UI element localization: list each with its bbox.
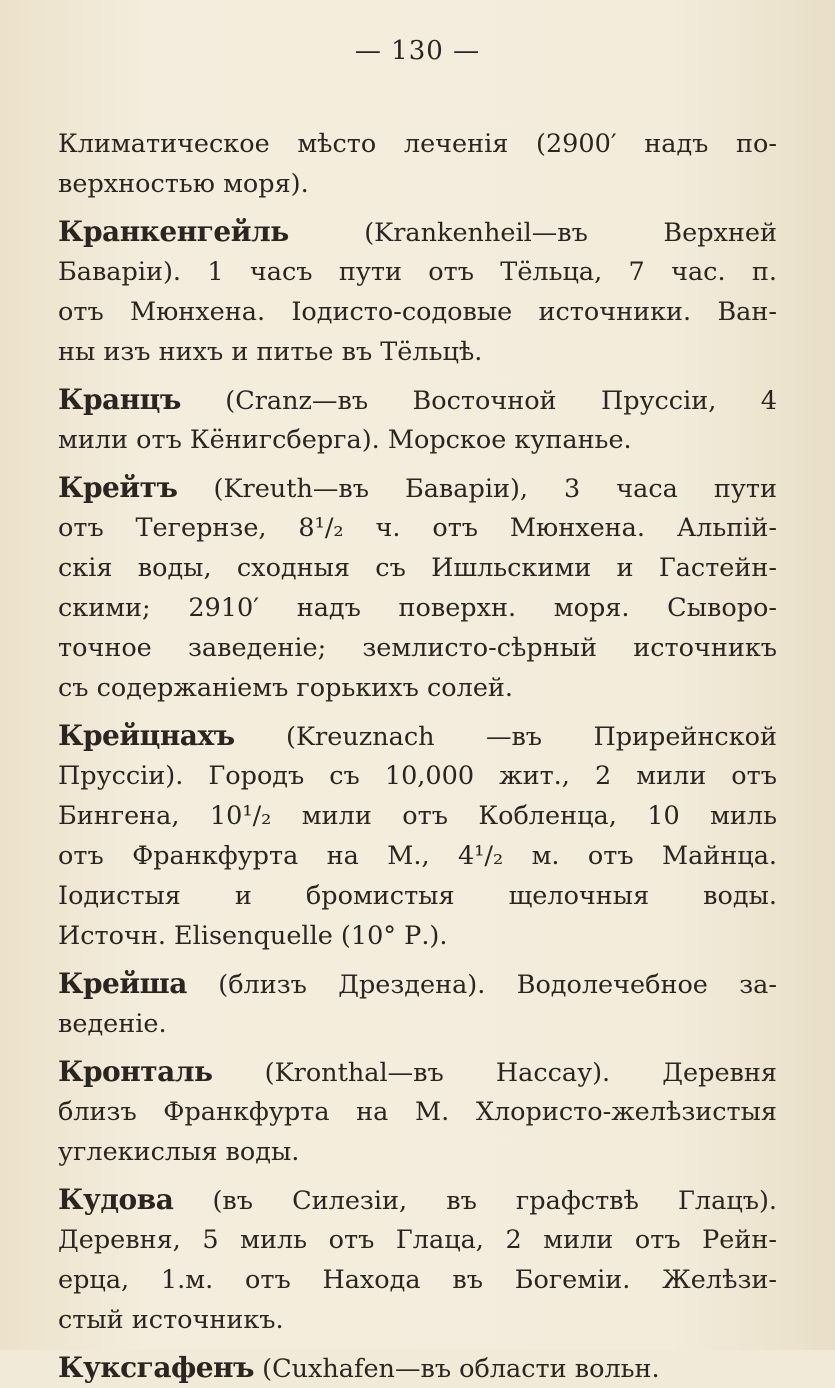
entry	[58, 964, 777, 1044]
line-text: Деревня, 5 миль отъ Глаца, 2 мили отъ Рейн-	[58, 1225, 777, 1255]
text-body	[58, 124, 777, 1388]
line-text: отъ Тегернзе, 8¹/₂ ч. отъ Мюнхена. Альпій-	[58, 513, 777, 543]
line-text: (Krankenheil—въ Верхней	[288, 218, 777, 248]
text-line	[58, 1004, 777, 1044]
entry-heading: Кудова	[58, 1183, 174, 1216]
page-number: — 130 —	[354, 36, 481, 66]
text-line	[58, 508, 777, 548]
text-line	[58, 420, 777, 460]
line-text: Климатическое мѣсто леченія (2900′ надъ по-	[58, 129, 777, 159]
line-text: (Cuxhafen—въ области вольн.	[254, 1354, 660, 1384]
line-text: ны изъ нихъ и питье въ Тёльцѣ.	[58, 337, 483, 367]
line-text: скими; 2910′ надъ поверхн. моря. Сыворо-	[58, 593, 777, 623]
line-text: близъ Франкфурта на М. Хлористо-желѣзистыя	[58, 1097, 777, 1127]
text-line	[58, 1300, 777, 1340]
line-text: (близъ Дрездена). Водолечебное за-	[186, 970, 777, 1000]
line-text: мили отъ Кёнигсберга). Морское купанье.	[58, 425, 632, 455]
text-line	[58, 796, 777, 836]
line-text: веденіе.	[58, 1009, 167, 1039]
text-line	[58, 964, 777, 1004]
entry	[58, 1348, 777, 1388]
entry-heading: Кранцъ	[58, 383, 181, 416]
line-text: (Kreuth—въ Баваріи), 3 часа пути	[177, 474, 777, 504]
text-line	[58, 292, 777, 332]
line-text: съ содержаніемъ горькихъ солей.	[58, 673, 514, 703]
text-line	[58, 380, 777, 420]
line-text: Баваріи). 1 часъ пути отъ Тёльца, 7 час. п.	[58, 257, 777, 287]
text-line	[58, 124, 777, 164]
line-text: Пруссіи). Городъ съ 10,000 жит., 2 мили отъ	[58, 761, 777, 791]
line-text: отъ Франкфурта на М., 4¹/₂ м. отъ Майнца.	[58, 841, 777, 871]
text-line	[58, 1220, 777, 1260]
line-text: углекислыя воды.	[58, 1137, 300, 1167]
line-text: Бингена, 10¹/₂ мили отъ Кобленца, 10 миль	[58, 801, 777, 831]
text-line	[58, 916, 777, 956]
entry-heading: Крейша	[58, 967, 187, 1000]
line-text: Іодистыя и бромистыя щелочныя воды.	[58, 881, 777, 911]
text-line	[58, 252, 777, 292]
line-text: скія воды, сходныя съ Ишльскими и Гастейн-	[58, 553, 777, 583]
line-text: стый источникъ.	[58, 1305, 284, 1335]
text-line	[58, 668, 777, 708]
entry	[58, 1052, 777, 1172]
entry-heading: Крейцнахъ	[58, 719, 235, 752]
text-line	[58, 212, 777, 252]
entry	[58, 468, 777, 708]
text-line	[58, 876, 777, 916]
line-text: (Cranz—въ Восточной Пруссіи, 4	[180, 386, 777, 416]
text-line	[58, 164, 777, 204]
entry	[58, 1180, 777, 1340]
line-text: верхностью моря).	[58, 169, 309, 199]
line-text: (Kreuznach —въ Прирейнской	[234, 722, 777, 752]
text-line	[58, 468, 777, 508]
line-text: ерца, 1.м. отъ Находа въ Богеміи. Желѣзи-	[58, 1265, 777, 1295]
text-line	[58, 332, 777, 372]
entry	[58, 212, 777, 372]
entry	[58, 124, 777, 204]
line-text: отъ Мюнхена. Іодисто-содовые источники. Ван-	[58, 297, 777, 327]
text-line	[58, 588, 777, 628]
text-line	[58, 716, 777, 756]
text-line	[58, 1348, 777, 1388]
text-line	[58, 628, 777, 668]
text-line	[58, 756, 777, 796]
line-text: (Kronthal—въ Нассау). Деревня	[212, 1058, 777, 1088]
line-text: Источн. Elisenquelle (10° Р.).	[58, 921, 448, 951]
line-text: (въ Силезіи, въ графствѣ Глацъ).	[173, 1186, 777, 1216]
text-line	[58, 548, 777, 588]
entry	[58, 380, 777, 460]
entry	[58, 716, 777, 956]
text-line	[58, 1052, 777, 1092]
text-line	[58, 1132, 777, 1172]
text-line	[58, 1180, 777, 1220]
entry-heading: Кронталь	[58, 1055, 213, 1088]
entry-heading: Кранкенгейль	[58, 215, 289, 248]
text-line	[58, 836, 777, 876]
entry-heading: Куксгафенъ	[58, 1351, 255, 1384]
text-line	[58, 1260, 777, 1300]
entry-heading: Крейтъ	[58, 471, 178, 504]
line-text: точное заведеніе; землисто-сѣрный источникъ	[58, 633, 777, 663]
text-line	[58, 1092, 777, 1132]
